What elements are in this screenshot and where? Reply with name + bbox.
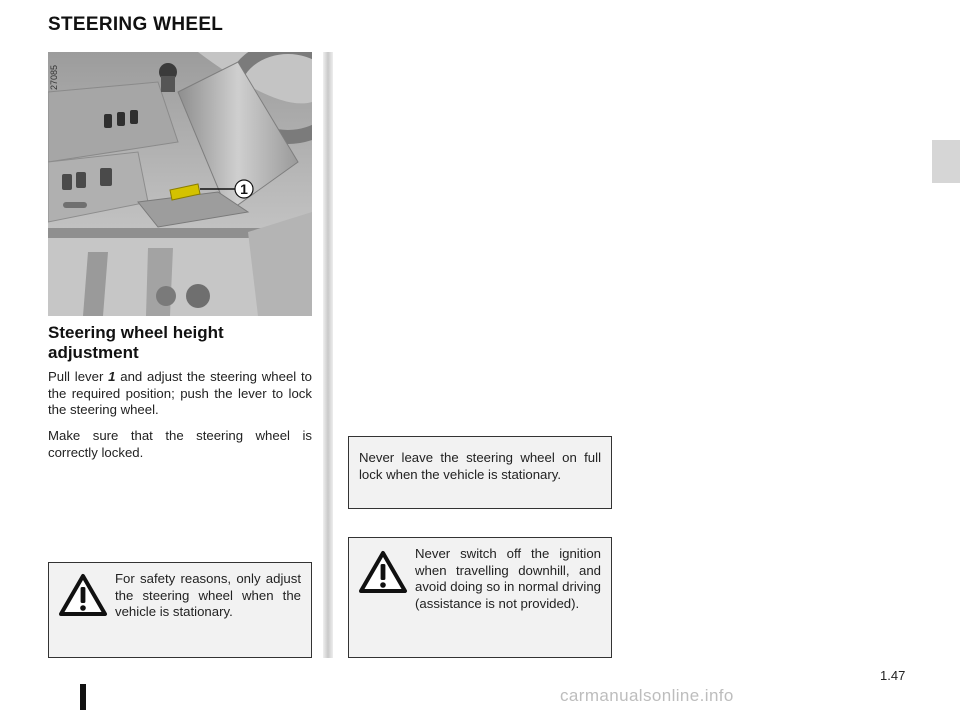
paragraph-text-end: and adjust the steering wheel to the required position; push the lever to lock the steering wheel.: [48, 369, 312, 417]
section-tab: [932, 140, 960, 183]
safety-note-text: For safety reasons, only adjust the steering wheel when the vehicle is stationary.: [115, 571, 301, 619]
steering-column-illustration: [48, 52, 312, 316]
page-title: STEERING WHEEL: [48, 14, 224, 35]
ignition-note-box: [348, 537, 612, 658]
paragraph-text-start: Pull lever: [48, 369, 109, 384]
watermark-text: carmanualsonline.info: [560, 686, 734, 705]
warning-icon: [358, 550, 408, 594]
section-heading: Steering wheel height adjustment: [48, 323, 224, 362]
corner-mark: [80, 684, 86, 710]
warning-icon: [58, 573, 108, 617]
page-number: 1.47: [880, 668, 906, 683]
callout-label: 1: [240, 181, 248, 197]
safety-note-box: [48, 562, 312, 658]
instruction-paragraph: [48, 369, 312, 419]
lock-check-paragraph: Make sure that the steering wheel is correctly locked.: [48, 428, 312, 460]
illustration-drawing: [48, 52, 312, 316]
image-code: 27085: [49, 64, 59, 90]
full-lock-note-box: [348, 436, 612, 509]
ignition-note-text: Never switch off the ignition when travelling downhill, and avoid doing so in normal driving (assistance is not provided).: [415, 546, 601, 611]
full-lock-note-text: Never leave the steering wheel on full lock when the vehicle is stationary.: [359, 450, 601, 482]
lever-reference: 1: [108, 369, 116, 384]
column-divider: [323, 52, 333, 658]
